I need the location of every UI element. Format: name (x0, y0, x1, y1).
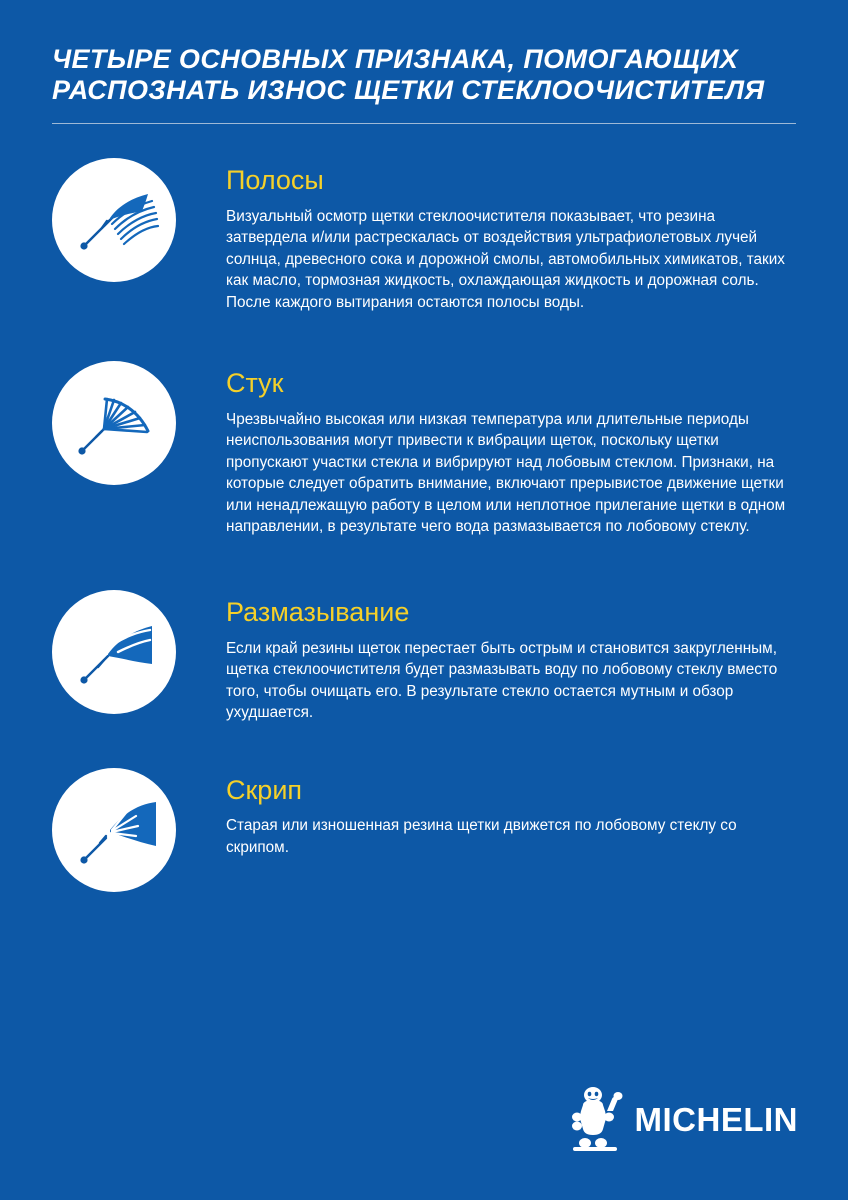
section-smearing (52, 590, 798, 724)
section-heading: Скрип (226, 774, 303, 805)
section-body (226, 768, 786, 859)
section-text: Чрезвычайно высокая или низкая температура или длительные периоды неиспользования могут привести к вибрации щеток, поскольку щетки пропускают участки стекла и вибрируют над лобовым стеклом. Признаки, на которые следует обратить внимание, включают прерывистое движение щетки или ненадлежащую работу в целом или неплотное прилегание щетки в одном направлении, в результате чего вода размазывается по лобовому стеклу. (226, 410, 786, 536)
page-title: ЧЕТЫРЕ ОСНОВНЫХ ПРИЗНАКА, ПОМОГАЮЩИХ РАСПОЗНАТЬ ИЗНОС ЩЕТКИ СТЕКЛООЧИСТИТЕЛЯ (52, 44, 765, 105)
brand-name: MICHELIN (634, 1100, 798, 1138)
poster-content (52, 40, 798, 892)
section-heading: Полосы (226, 165, 324, 195)
section-chatter (52, 361, 798, 538)
section-streaks (52, 158, 798, 313)
michelin-man-icon (563, 1081, 625, 1158)
wiper-smearing-icon (52, 590, 176, 714)
section-text: Старая или изношенная резина щетки движется по лобовому стеклу со скрипом. (226, 817, 737, 856)
section-body (226, 158, 786, 313)
wiper-chatter-icon (52, 361, 176, 485)
section-text: Если край резины щеток перестает быть острым и становится закругленным, щетка стеклоочистителя будет размазывать воду по лобовому стеклу вместо того, чтобы очищать его. В результате стекло остается мутным и обзор ухудшается. (226, 639, 778, 722)
title-divider (52, 123, 796, 124)
section-heading: Стук (226, 368, 284, 399)
wiper-squeak-icon (52, 768, 176, 892)
wiper-streaks-icon (52, 158, 176, 282)
section-body (226, 590, 786, 724)
section-body (226, 361, 786, 538)
section-heading: Размазывание (226, 596, 410, 627)
brand-logo (563, 1081, 799, 1158)
section-squeak (52, 768, 798, 892)
section-text: Визуальный осмотр щетки стеклоочистителя показывает, что резина затвердела и/или растрескалась от воздействия ультрафиолетовых лучей солнца, древесного сока и дорожной смолы, автомобильных химикатов, таких как масло, тормозная жидкость, охлаждающая жидкость и дорожная соль. После каждого вытирания остаются полосы воды. (226, 207, 785, 311)
